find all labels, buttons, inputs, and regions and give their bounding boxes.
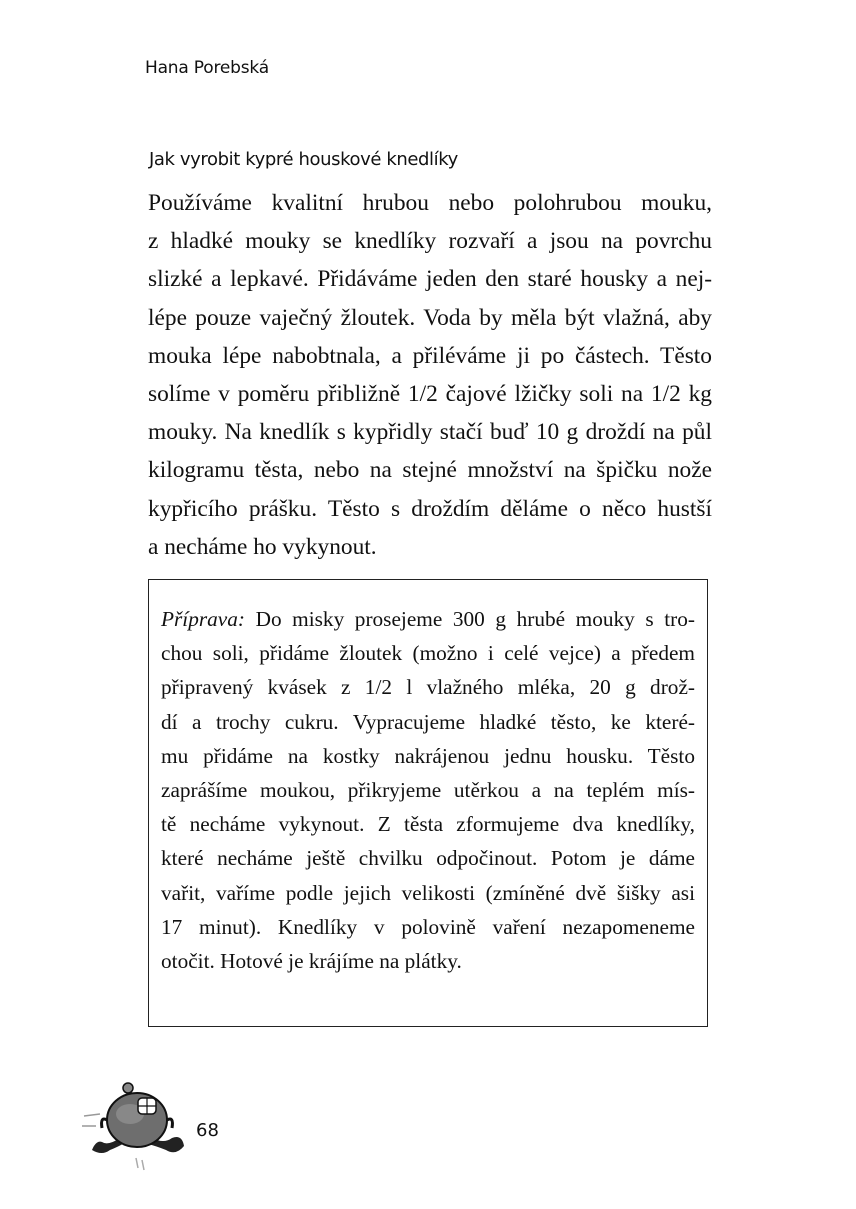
author-name: Hana Porebská bbox=[145, 58, 269, 78]
recipe-line: vařit, vaříme podle jejich velikosti (zmíněné dvě šišky asi bbox=[161, 880, 695, 905]
recipe-line: dí a trochy cukru. Vypracujeme hladké těsto, ke které- bbox=[161, 709, 695, 734]
recipe-line: mu přidáme na kostky nakrájenou jednu housku. Těsto bbox=[161, 743, 695, 768]
paragraph-line: slizké a lepkavé. Přidáváme jeden den staré housky a nej- bbox=[148, 266, 712, 293]
recipe-line: připravený kvásek z 1/2 l vlažného mléka, 20 g drož- bbox=[161, 675, 695, 700]
paragraph-line: Používáme kvalitní hrubou nebo polohrubou mouku, bbox=[148, 190, 712, 216]
running-pot-mascot-icon bbox=[80, 1076, 190, 1176]
recipe-line: otočit. Hotové je krájíme na plátky. bbox=[161, 949, 462, 974]
paragraph-line: kypřicího prášku. Těsto s droždím děláme o něco hustší bbox=[148, 495, 712, 522]
recipe-line: 17 minut). Knedlíky v polovině vaření nezapomeneme bbox=[161, 914, 695, 939]
page-number: 68 bbox=[196, 1120, 219, 1141]
recipe-label: Příprava: bbox=[161, 607, 245, 631]
recipe-line bbox=[161, 602, 695, 636]
body-paragraph bbox=[148, 184, 712, 566]
recipe-line: které necháme ještě chvilku odpočinout. Potom je dáme bbox=[161, 846, 695, 871]
recipe-box bbox=[148, 579, 708, 1027]
paragraph-line: lépe pouze vaječný žloutek. Voda by měla být vlažná, aby bbox=[148, 304, 712, 331]
section-heading: Jak vyrobit kypré houskové knedlíky bbox=[149, 149, 458, 170]
recipe-text bbox=[161, 602, 695, 978]
paragraph-line: mouka lépe nabobtnala, a přiléváme ji po částech. Těsto bbox=[148, 342, 712, 369]
paragraph-line: a necháme ho vykynout. bbox=[148, 533, 377, 560]
recipe-line: chou soli, přidáme žloutek (možno i celé vejce) a předem bbox=[161, 641, 695, 666]
recipe-line: zaprášíme moukou, přikryjeme utěrkou a na teplém mís- bbox=[161, 778, 695, 803]
paragraph-line: z hladké mouky se knedlíky rozvaří a jsou na povrchu bbox=[148, 228, 712, 255]
paragraph-line: mouky. Na knedlík s kypřidly stačí buď 10 g droždí na půl bbox=[148, 419, 712, 446]
recipe-line-rest: Do misky prosejeme 300 g hrubé mouky s tro- bbox=[245, 607, 695, 631]
paragraph-line: solíme v poměru přibližně 1/2 čajové lžičky soli na 1/2 kg bbox=[148, 381, 712, 408]
paragraph-line: kilogramu těsta, nebo na stejné množství na špičku nože bbox=[148, 457, 712, 484]
recipe-line: tě necháme vykynout. Z těsta zformujeme dva knedlíky, bbox=[161, 812, 695, 837]
